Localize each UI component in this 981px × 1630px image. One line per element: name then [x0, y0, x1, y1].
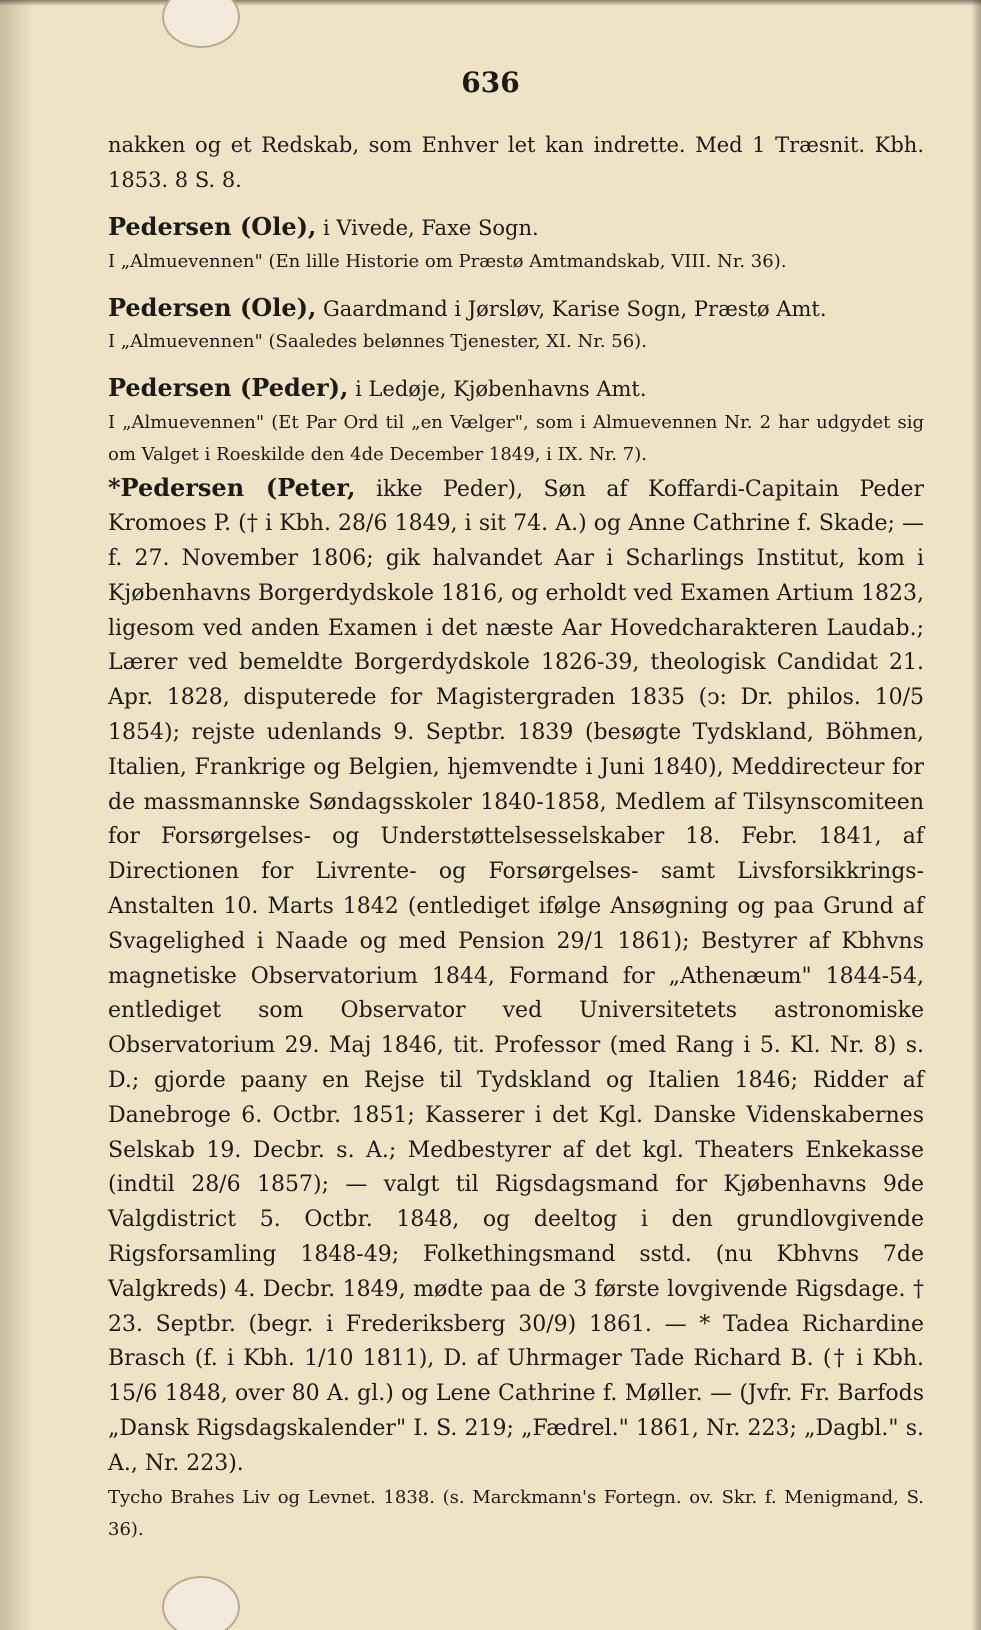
page-number: 636 — [461, 66, 520, 99]
binding-hole-top — [162, 0, 240, 48]
entry-reference: I „Almuevennen" (Et Par Ord til „en Vælger", som i Almuevennen Nr. 2 har udgydet sig om Valget i Roeskilde den 4de December 1849, i IX. Nr. 7). — [108, 411, 924, 465]
entry-text: nakken og et Redskab, som Enhver let kan indrette. Med 1 Træsnit. Kbh. 1853. 8 S. 8. — [108, 133, 924, 192]
binding-hole-bottom — [162, 1576, 240, 1630]
page-content — [108, 128, 924, 1546]
entry-ole-vivede — [108, 210, 924, 278]
entry-reference: I „Almuevennen" (En lille Historie om Præstø Amtmandskab, VIII. Nr. 36). — [108, 250, 787, 272]
entry-peder-ledoje — [108, 371, 924, 471]
biography-heading: *Pedersen (Peter, — [108, 472, 356, 502]
entry-heading: Pedersen (Peder), — [108, 373, 349, 402]
top-edge-shadow — [0, 0, 981, 6]
page-edge-shadow — [971, 0, 981, 1630]
biography-text: ikke Peder), Søn af Koffardi-Capitain Peder Kromoes P. († i Kbh. 28/6 1849, i sit 74. A.) og Anne Cathrine f. Skade; — f. 27. November 1806; gik halvandet Aar i Scharlings Institut, kom i Kjøbenhavns Borgerdydskole 1816, og erholdt ved Examen Artium 1823, ligesom ved anden Examen i det næste Aar Hovedcharakteren Laudab.; Lærer ved bemeldte Borgerdydskole 1826-39, theologisk Candidat 21. Apr. 1828, disputerede for Magistergraden 1835 (ↄ: Dr. philos. 10/5 1854); rejste udenlands 9. Septbr. 1839 (besøgte Tydskland, Böhmen, Italien, Frankrige og Belgien, hjemvendte i Juni 1840), Meddirecteur for de massmannske Søndagsskoler 1840-1858, Medlem af Tilsynscomiteen for Forsørgelses- og Understøttelsesselskaber 18. Febr. 1841, af Directionen for Livrente- og Forsørgelses- samt Livsforsikkrings-Anstalten 10. Marts 1842 (entlediget ifølge Ansøgning og paa Grund af Svagelighed i Naade og med Pension 29/1 1861); Bestyrer af Kbhvns magnetiske Observatorium 1844, Formand for „Athenæum" 1844-54, entlediget som Observator ved Universitetets astronomiske Observatorium 29. Maj 1846, tit. Professor (med Rang i 5. Kl. Nr. 8) s. D.; gjorde paany en Rejse til Tydskland og Italien 1846; Ridder af Danebroge 6. Octbr. 1851; Kasserer i det Kgl. Danske Videnskabernes Selskab 19. Decbr. s. A.; Medbestyrer af det kgl. Theaters Enkekasse (indtil 28/6 1857); — valgt til Rigsdagsmand for Kjøbenhavns 9de Valgdistrict 5. Octbr. 1848, og deeltog i den grundlovgivende Rigsforsamling 1848-49; Folkethingsmand sstd. (nu Kbhvns 7de Valgkreds) 4. Decbr. 1849, mødte paa de 3 første lovgivende Rigsdage. † 23. Septbr. (begr. i Frederiksberg 30/9) 1861. — * Tadea Richardine Brasch (f. i Kbh. 1/10 1811), D. af Uhrmager Tade Richard B. († i Kbh. 15/6 1848, over 80 A. gl.) og Lene Cathrine f. Møller. — (Jvfr. Fr. Barfods „Dansk Rigsdagskalender" I. S. 219; „Fædrel." 1861, Nr. 223; „Dagbl." s. A., Nr. 223). — [108, 476, 924, 1476]
biography-entry — [108, 471, 924, 1482]
entry-line — [108, 371, 924, 407]
entry-line — [108, 210, 924, 246]
entry-text: i Ledøje, Kjøbenhavns Amt. — [348, 377, 647, 401]
continued-entry — [108, 128, 924, 197]
entry-reference: I „Almuevennen" (Saaledes belønnes Tjenester, XI. Nr. 56). — [108, 331, 647, 352]
entry-text: i Vivede, Faxe Sogn. — [316, 216, 539, 240]
entry-line — [108, 291, 924, 327]
entry-text: Gaardmand i Jørsløv, Karise Sogn, Præstø Amt. — [316, 296, 827, 321]
entry-heading: Pedersen (Ole), — [108, 292, 317, 322]
bibliography-entry: Tycho Brahes Liv og Levnet. 1838. (s. Marckmann's Fortegn. ov. Skr. f. Menigmand, S. 36). — [108, 1486, 924, 1540]
entry-ole-jorslov — [108, 291, 924, 359]
entry-heading: Pedersen (Ole), — [108, 212, 317, 241]
binding-shadow — [0, 0, 34, 1630]
